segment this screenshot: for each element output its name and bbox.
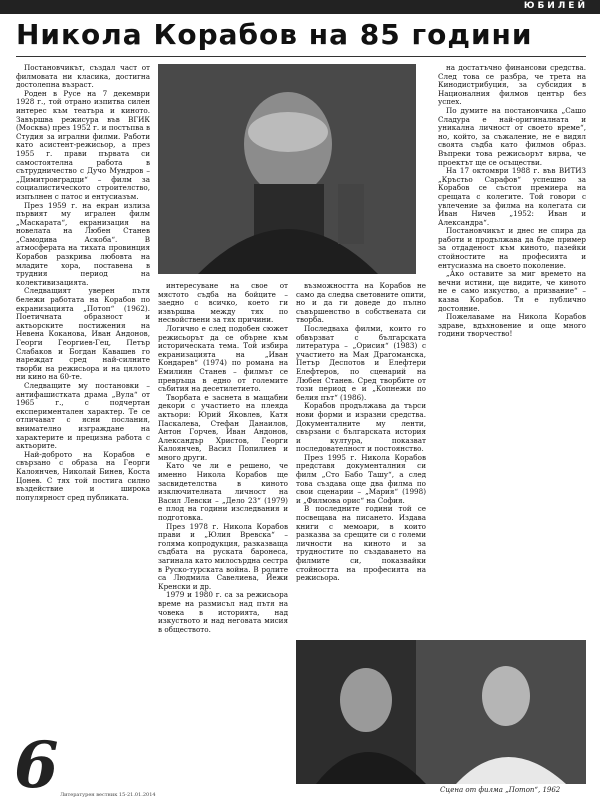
paragraph: Роден в Русе на 7 декември 1928 г., той отрано изпитва силен интерес към театъра и киното. Завършва режисура във ВГИК (Москва) през 1952 г. и постъпва в Студия за игрални филми. Работи като асистент-режисьор, а през 1955 г. прави първата си самостоятелна работа в сътрудничество с Дучо Мундров – „Димитровградци“ – филм за социалистическото строителство, изпълнен с патос и ентусиазъм. xyxy=(16,88,150,201)
page-number: 6 xyxy=(14,728,59,803)
footer-publication: Литературен вестник 15-21.01.2014 xyxy=(60,792,156,798)
paragraph: Следващите му постановки – антифашистката драма „Вула“ от 1965 г., с подчертан експериментален характер. Те се отличават с ясни послания, внимателно изграждане на характерите и прецизна работа с актьорите. xyxy=(16,380,150,451)
paragraph: Творбата е заснета в мащабни декори с участието на плеяда актьори: Юрий Яковлев, Катя Паскалева, Стефан Данаилов, Антон Горчев, Иван Андонов, Александър Христов, Георги Калоянчев, Васил Попилиев и много други. xyxy=(158,392,288,462)
paragraph: Пожелаваме на Никола Корабов здраве, вдъхновение и още много години творчество! xyxy=(438,312,586,339)
paragraph: Следващият уверен пътя бележи работата на Корабов по екранизацията „Потоп“ (1962). Поетичната образност и актьорските постижения на Невена Коканова, Иван Андонов, Георги Георгиев-Гец, Петър Слабаков и Богдан Кавашев го нареждат сред най-силните творби на режисьора и на цялото ни кино на 60-те. xyxy=(16,286,150,382)
paragraph: Последваха филми, които го обвързват с българската литература – „Орисия“ (1983) с участието на Мая Драгоманска, Петър Деспотов и Елефтери Елефтеров, по сценарий на Любен Станев. Сред творбите от този период е и „Копнежи по белия път“ (1986). xyxy=(296,323,426,402)
paragraph: Постановчикът и днес не спира да работи и продължава да бъде пример за отдаденост към киното, пазейки стойностите на професията и ентусиазма на своето поколение. xyxy=(438,226,586,270)
article-column-1 xyxy=(16,64,150,724)
article-column-3 xyxy=(296,282,426,632)
rubric-bar xyxy=(0,0,600,14)
paragraph: „Ако оставите за миг времето на вечни истини, ще видите, че киното не е само изкуство, а призвание“ – казва Корабов. Тя е публично достояние. xyxy=(438,269,586,313)
paragraph: През 1995 г. Никола Корабов представя документалния си филм „Сто Бабо Ташу“, а след това създава още два филма по свои сценарии – „Мария“ (1998) и „Филмова орис“ на София. xyxy=(296,452,426,505)
article-column-2 xyxy=(158,282,288,792)
paragraph: възможността на Корабов не само да следва световните опити, но и да ги доведе до пълно съвършенство в собствената си творба. xyxy=(296,282,426,325)
paragraph: интересуване на свое от мястото съдба на бойците – заедно с всичко, което ги извършва между тях по несвойствени за тях причини. xyxy=(158,282,288,325)
paragraph: Най-доброто на Корабов е свързано с образа на Георги Калоянчев, Николай Бинев, Коста Цонев. С тях той постига силно въздействие и широка популярност сред публиката. xyxy=(16,449,150,502)
article-column-4 xyxy=(438,64,586,664)
portrait-photo xyxy=(158,64,416,274)
paragraph: Корабов продължава да търси нови форми и изразни средства. Документалните му ленти, свързани с българската история и култура, показват последователност и постоянство. xyxy=(296,401,426,454)
paragraph: На 17 октомври 1988 г. във ВИТИЗ „Кръстьо Сарафов“ успешно за Корабов се състоя премиера на срещата с колегите. Той говори с увлечение за филма на колегата си Иван Ничев „1952: Иван и Александра“. xyxy=(438,166,586,227)
headline-rule xyxy=(16,56,586,57)
photo-caption: Сцена от филма „Потоп“, 1962 xyxy=(440,786,561,794)
film-still-photo xyxy=(296,640,586,784)
paragraph: В последните години той се посвещава на писането. Издава книги с мемоари, в които разказва за срещите си с големи личности на киното и за трудностите по създаването на филмите си, показвайки стойността на професията на режисьора. xyxy=(296,504,426,583)
paragraph: на достатъчно финансови средства. След това се разбра, че трета на Кинодистрибуция, за субсидия в Националния филмов център без успех. xyxy=(438,64,586,107)
paragraph: По думите на постановчика „Сашо Сладура е най-оригиналната и уникална личност от своето време“, но, който, за съжаление, не е видял своята съдба като филмов образ. Въпреки това режисьорът вярва, че проектът ще се осъществи. xyxy=(438,105,586,167)
paragraph: Като че ли е решено, че именно Никола Корабов ще засвидетелства в киното изключителната личност на Васил Левски – „Дело 23“ (1979) е плод на години изследвания и подготовка. xyxy=(158,461,288,523)
paragraph: Постановчикът, създал част от филмовата ни класика, достигна достолепна възраст. xyxy=(16,64,150,90)
paragraph: През 1978 г. Никола Корабов прави и „Юлия Вревска“ – голяма копродукция, разказваща съдбата на руската баронеса, загинала като милосърдна сестра в Руско-турската война. В ролите са Людмила Савелиева, Йежи Кренски и др. xyxy=(158,521,288,591)
paragraph: През 1959 г. на екран излиза първият му игрален филм „Маскарата“, екранизация на новелата на Любен Станев „Самодива Аскоба“. В атмосферата на тихата провинция Корабов разкрива любовта на младите хора, поставена в трудния период на колективизацията. xyxy=(16,200,150,287)
paragraph: Логично е след подобен сюжет режисьорът да се обърне към историческата тема. Той избира екранизацията на „Иван Кондарев“ (1974) по романа на Емилиян Станев – филмът се превръща в едно от големите събития на десетилетието. xyxy=(158,323,288,394)
rubric-label: ЮБИЛЕЙ xyxy=(523,1,588,11)
paragraph: 1979 и 1980 г. са за режисьора време на размисъл над пътя на човека в историята, над изкуството и над неговата мисия в обществото. xyxy=(158,590,288,634)
headline: Никола Корабов на 85 години xyxy=(16,18,533,51)
